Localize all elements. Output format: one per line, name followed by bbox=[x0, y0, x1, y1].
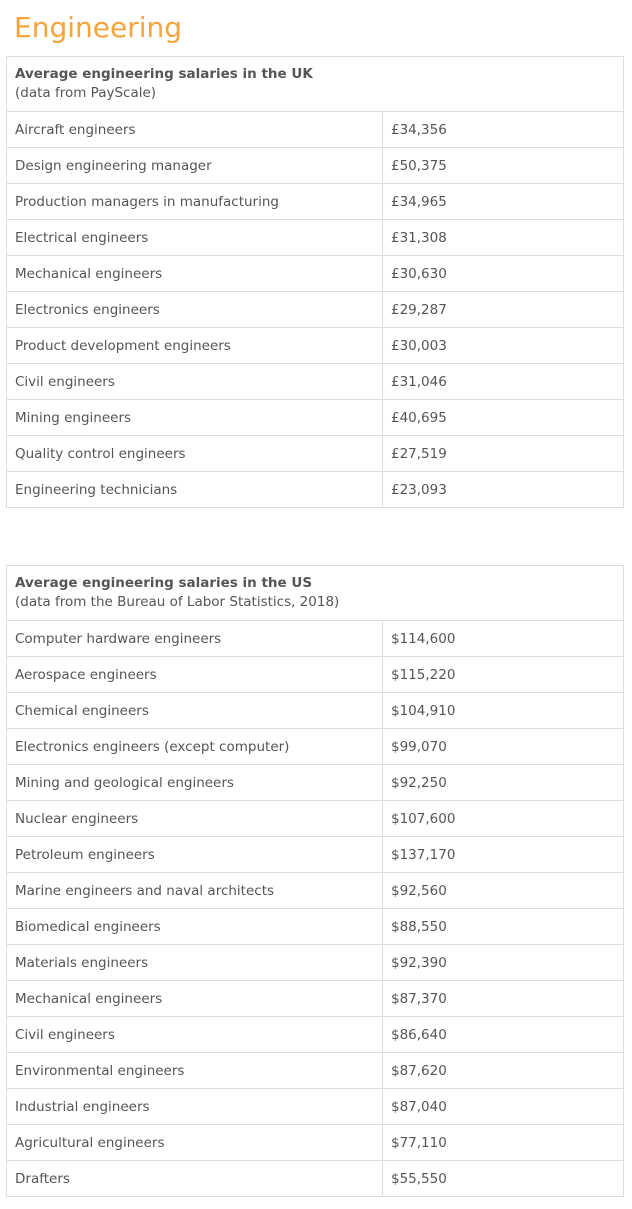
salary-cell: £29,287 bbox=[383, 292, 624, 328]
table-row bbox=[7, 945, 624, 981]
salary-cell: £34,965 bbox=[383, 184, 624, 220]
salary-cell: $114,600 bbox=[383, 621, 624, 657]
table-caption bbox=[7, 566, 624, 621]
table-row bbox=[7, 220, 624, 256]
page-title: Engineering bbox=[14, 11, 182, 44]
table-row bbox=[7, 1125, 624, 1161]
salary-cell: $55,550 bbox=[383, 1161, 624, 1197]
salary-cell: $88,550 bbox=[383, 909, 624, 945]
table-row bbox=[7, 765, 624, 801]
table-caption-row bbox=[7, 57, 624, 112]
job-cell: Agricultural engineers bbox=[7, 1125, 383, 1161]
salary-cell: $104,910 bbox=[383, 693, 624, 729]
table-row bbox=[7, 729, 624, 765]
salary-cell: £40,695 bbox=[383, 400, 624, 436]
table-row bbox=[7, 909, 624, 945]
table-row bbox=[7, 1017, 624, 1053]
salary-cell: $87,040 bbox=[383, 1089, 624, 1125]
salary-cell: $86,640 bbox=[383, 1017, 624, 1053]
salary-cell: $92,250 bbox=[383, 765, 624, 801]
table-row bbox=[7, 328, 624, 364]
job-cell: Civil engineers bbox=[7, 364, 383, 400]
salary-cell: $92,560 bbox=[383, 873, 624, 909]
table-row bbox=[7, 292, 624, 328]
table-row bbox=[7, 837, 624, 873]
job-cell: Marine engineers and naval architects bbox=[7, 873, 383, 909]
job-cell: Mechanical engineers bbox=[7, 981, 383, 1017]
table-row bbox=[7, 693, 624, 729]
salary-cell: $99,070 bbox=[383, 729, 624, 765]
table-title: Average engineering salaries in the UK bbox=[15, 66, 313, 82]
us-salary-table bbox=[6, 565, 624, 1197]
job-cell: Chemical engineers bbox=[7, 693, 383, 729]
table-row bbox=[7, 256, 624, 292]
salary-cell: £34,356 bbox=[383, 112, 624, 148]
salary-cell: $92,390 bbox=[383, 945, 624, 981]
salary-cell: $107,600 bbox=[383, 801, 624, 837]
table-title: Average engineering salaries in the US bbox=[15, 575, 313, 591]
salary-cell: $137,170 bbox=[383, 837, 624, 873]
job-cell: Product development engineers bbox=[7, 328, 383, 364]
salary-cell: £23,093 bbox=[383, 472, 624, 508]
salary-cell: $115,220 bbox=[383, 657, 624, 693]
table-row bbox=[7, 1089, 624, 1125]
job-cell: Environmental engineers bbox=[7, 1053, 383, 1089]
job-cell: Aerospace engineers bbox=[7, 657, 383, 693]
table-row bbox=[7, 657, 624, 693]
job-cell: Production managers in manufacturing bbox=[7, 184, 383, 220]
job-cell: Nuclear engineers bbox=[7, 801, 383, 837]
salary-cell: £30,630 bbox=[383, 256, 624, 292]
table-row bbox=[7, 801, 624, 837]
salary-cell: £50,375 bbox=[383, 148, 624, 184]
table-row bbox=[7, 400, 624, 436]
salary-cell: $77,110 bbox=[383, 1125, 624, 1161]
job-cell: Aircraft engineers bbox=[7, 112, 383, 148]
job-cell: Materials engineers bbox=[7, 945, 383, 981]
salary-cell: $87,620 bbox=[383, 1053, 624, 1089]
job-cell: Mining and geological engineers bbox=[7, 765, 383, 801]
job-cell: Mining engineers bbox=[7, 400, 383, 436]
table-row bbox=[7, 184, 624, 220]
salary-cell: $87,370 bbox=[383, 981, 624, 1017]
table-row bbox=[7, 1161, 624, 1197]
job-cell: Computer hardware engineers bbox=[7, 621, 383, 657]
table-source: (data from the Bureau of Labor Statistics, 2018) bbox=[15, 594, 340, 610]
table-row bbox=[7, 364, 624, 400]
salary-cell: £31,308 bbox=[383, 220, 624, 256]
table-source: (data from PayScale) bbox=[15, 85, 157, 101]
job-cell: Biomedical engineers bbox=[7, 909, 383, 945]
table-caption-row bbox=[7, 566, 624, 621]
job-cell: Mechanical engineers bbox=[7, 256, 383, 292]
job-cell: Civil engineers bbox=[7, 1017, 383, 1053]
job-cell: Electronics engineers bbox=[7, 292, 383, 328]
table-row bbox=[7, 112, 624, 148]
uk-salary-table bbox=[6, 56, 624, 508]
job-cell: Petroleum engineers bbox=[7, 837, 383, 873]
job-cell: Electronics engineers (except computer) bbox=[7, 729, 383, 765]
table-row bbox=[7, 1053, 624, 1089]
job-cell: Engineering technicians bbox=[7, 472, 383, 508]
table-row bbox=[7, 436, 624, 472]
table-row bbox=[7, 148, 624, 184]
table-row bbox=[7, 981, 624, 1017]
salary-cell: £31,046 bbox=[383, 364, 624, 400]
table-row bbox=[7, 873, 624, 909]
job-cell: Design engineering manager bbox=[7, 148, 383, 184]
job-cell: Quality control engineers bbox=[7, 436, 383, 472]
job-cell: Industrial engineers bbox=[7, 1089, 383, 1125]
table-row bbox=[7, 621, 624, 657]
job-cell: Electrical engineers bbox=[7, 220, 383, 256]
table-caption bbox=[7, 57, 624, 112]
table-row bbox=[7, 472, 624, 508]
job-cell: Drafters bbox=[7, 1161, 383, 1197]
salary-cell: £27,519 bbox=[383, 436, 624, 472]
salary-cell: £30,003 bbox=[383, 328, 624, 364]
